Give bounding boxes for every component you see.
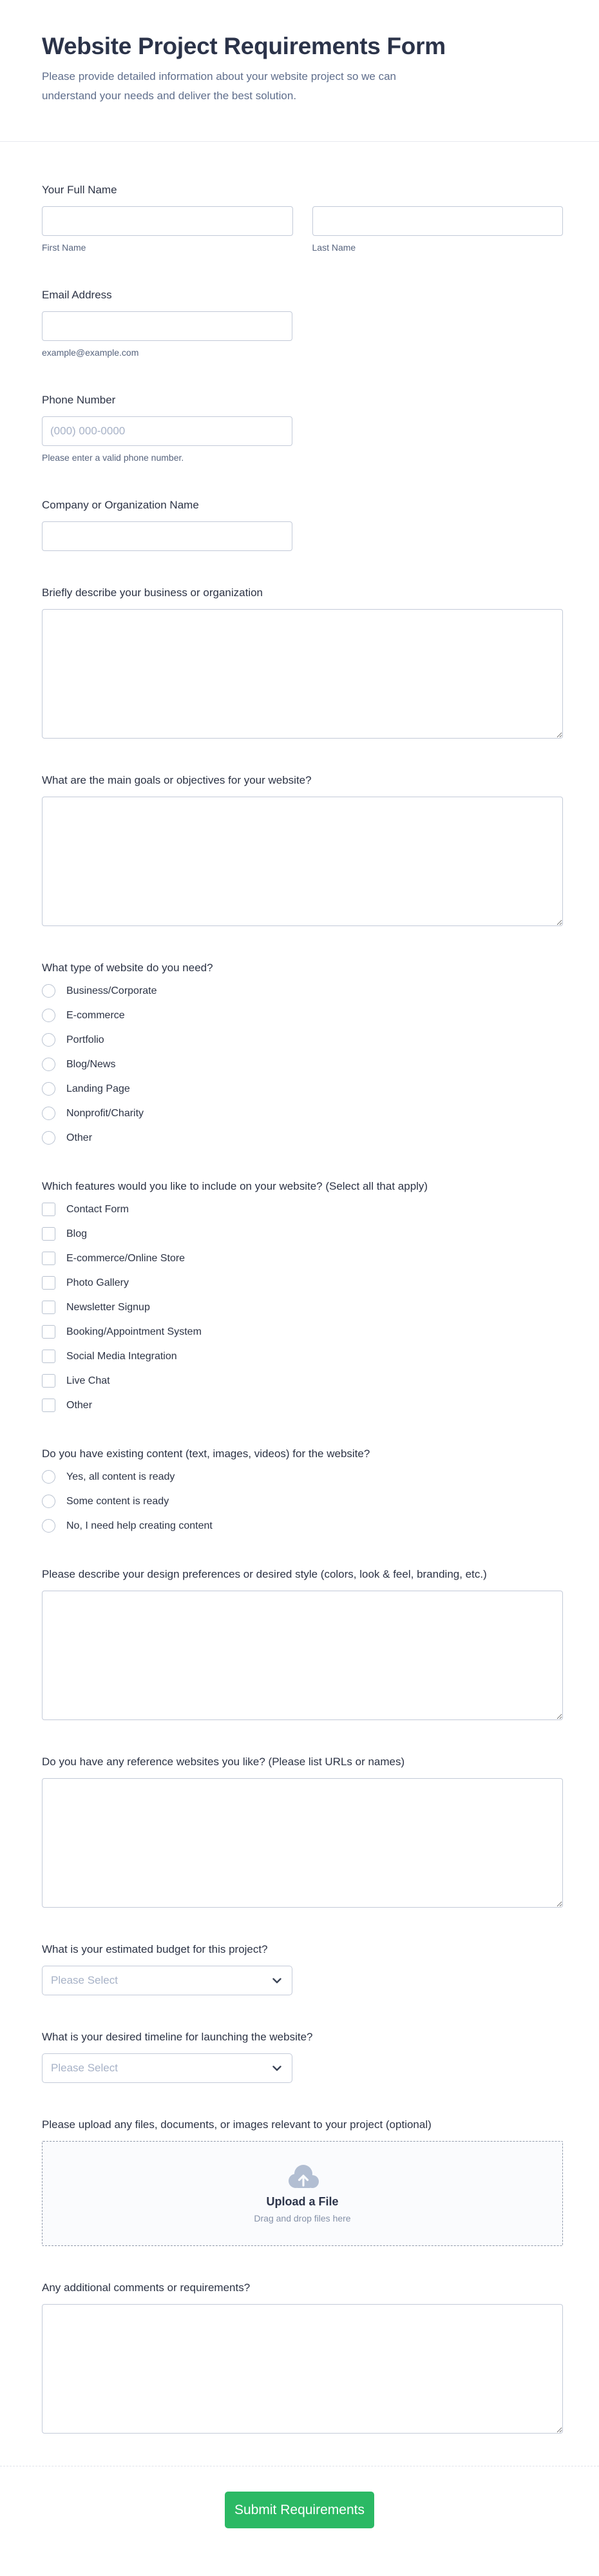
last-name-input[interactable]	[312, 206, 564, 236]
first-name-sublabel: First Name	[42, 242, 86, 253]
checkbox-option-ecommerce-store[interactable]	[42, 1252, 563, 1265]
checkbox-option-social-media[interactable]	[42, 1350, 563, 1363]
last-name-col	[312, 206, 564, 253]
checkbox-option-label: Contact Form	[66, 1204, 129, 1215]
file-upload-dropzone[interactable]	[42, 2141, 563, 2246]
checkbox-option-label: Other	[66, 1400, 93, 1411]
design-preferences-label: Please describe your design preferences or desired style (colors, look & feel, branding, etc.)	[42, 1568, 487, 1580]
checkbox-option-label: Social Media Integration	[66, 1351, 177, 1362]
chevron-down-icon	[272, 2066, 281, 2071]
email-label: Email Address	[42, 289, 112, 301]
radio-icon[interactable]	[42, 1058, 55, 1071]
question-goals	[42, 772, 563, 926]
checkbox-icon[interactable]	[42, 1350, 55, 1363]
checkbox-icon[interactable]	[42, 1325, 55, 1339]
submit-button[interactable]: Submit Requirements	[225, 2492, 374, 2528]
radio-option-label: Yes, all content is ready	[66, 1471, 175, 1482]
website-type-label: What type of website do you need?	[42, 962, 213, 974]
checkbox-option-booking-system[interactable]	[42, 1325, 563, 1339]
checkbox-icon[interactable]	[42, 1276, 55, 1290]
question-budget	[42, 1941, 563, 1995]
last-name-sublabel: Last Name	[312, 242, 356, 253]
question-email	[42, 287, 563, 358]
radio-icon[interactable]	[42, 1131, 55, 1145]
email-sublabel: example@example.com	[42, 347, 139, 358]
checkbox-icon[interactable]	[42, 1252, 55, 1265]
radio-option-landing-page[interactable]	[42, 1082, 563, 1096]
checkbox-option-label: Photo Gallery	[66, 1277, 129, 1288]
phone-label: Phone Number	[42, 394, 116, 406]
budget-select-value: Please Select	[51, 1974, 118, 1986]
existing-content-options	[42, 1470, 563, 1533]
radio-option-label: No, I need help creating content	[66, 1520, 213, 1531]
full-name-fields	[42, 206, 563, 253]
timeline-select[interactable]	[42, 2053, 292, 2083]
submit-row	[0, 2492, 599, 2528]
question-file-upload	[42, 2116, 563, 2246]
file-upload-label: Please upload any files, documents, or images relevant to your project (optional)	[42, 2118, 432, 2131]
question-existing-content	[42, 1446, 563, 1533]
checkbox-option-other-feature[interactable]	[42, 1399, 563, 1412]
radio-option-label: E-commerce	[66, 1010, 125, 1021]
form-subtitle-line2: understand your needs and deliver the best solution.	[42, 90, 297, 102]
question-phone	[42, 392, 563, 463]
form-header	[0, 0, 599, 106]
radio-option-portfolio[interactable]	[42, 1033, 563, 1047]
features-label: Which features would you like to include on your website? (Select all that apply)	[42, 1180, 428, 1192]
cloud-upload-icon	[285, 2164, 320, 2189]
company-input[interactable]	[42, 521, 292, 551]
radio-icon[interactable]	[42, 1470, 55, 1484]
website-type-options	[42, 984, 563, 1145]
budget-select[interactable]	[42, 1966, 292, 1995]
checkbox-option-contact-form[interactable]	[42, 1203, 563, 1216]
radio-option-business-corporate[interactable]	[42, 984, 563, 998]
question-timeline	[42, 2029, 563, 2083]
question-business-description	[42, 585, 563, 739]
checkbox-option-label: Booking/Appointment System	[66, 1326, 202, 1337]
page-title: Website Project Requirements Form	[42, 33, 446, 59]
radio-option-blog-news[interactable]	[42, 1058, 563, 1071]
form-body	[0, 142, 599, 2434]
checkbox-option-live-chat[interactable]	[42, 1374, 563, 1388]
goals-label: What are the main goals or objectives for your website?	[42, 774, 312, 786]
question-company	[42, 497, 563, 551]
checkbox-icon[interactable]	[42, 1301, 55, 1314]
radio-icon[interactable]	[42, 1033, 55, 1047]
form-subtitle-line1: Please provide detailed information about your website project so we can	[42, 70, 396, 82]
form-subtitle	[42, 67, 557, 106]
comments-label: Any additional comments or requirements?	[42, 2281, 251, 2294]
radio-option-label: Some content is ready	[66, 1496, 169, 1507]
radio-icon[interactable]	[42, 1495, 55, 1508]
business-description-textarea[interactable]	[42, 609, 563, 739]
chevron-down-icon	[272, 1978, 281, 1984]
question-full-name	[42, 182, 563, 253]
phone-input[interactable]	[42, 416, 292, 446]
radio-icon[interactable]	[42, 984, 55, 998]
radio-option-label: Portfolio	[66, 1034, 104, 1045]
checkbox-option-label: Newsletter Signup	[66, 1302, 150, 1313]
question-design-preferences	[42, 1566, 563, 1720]
timeline-label: What is your desired timeline for launching the website?	[42, 2031, 313, 2043]
budget-label: What is your estimated budget for this project?	[42, 1943, 268, 1955]
checkbox-icon[interactable]	[42, 1203, 55, 1216]
checkbox-icon[interactable]	[42, 1399, 55, 1412]
radio-option-e-commerce[interactable]	[42, 1009, 563, 1022]
company-label: Company or Organization Name	[42, 499, 199, 511]
checkbox-option-label: Live Chat	[66, 1375, 110, 1386]
first-name-col	[42, 206, 293, 253]
radio-option-nonprofit-charity[interactable]	[42, 1107, 563, 1120]
radio-option-label: Nonprofit/Charity	[66, 1108, 144, 1119]
question-reference-websites	[42, 1754, 563, 1908]
checkbox-icon[interactable]	[42, 1227, 55, 1241]
radio-option-other-type[interactable]	[42, 1131, 563, 1145]
design-preferences-textarea[interactable]	[42, 1591, 563, 1720]
checkbox-option-blog[interactable]	[42, 1227, 563, 1241]
radio-option-need-help-content[interactable]	[42, 1519, 563, 1533]
radio-icon[interactable]	[42, 1107, 55, 1120]
radio-option-some-content[interactable]	[42, 1495, 563, 1508]
checkbox-icon[interactable]	[42, 1374, 55, 1388]
radio-icon[interactable]	[42, 1009, 55, 1022]
radio-option-label: Blog/News	[66, 1059, 116, 1070]
radio-option-label: Landing Page	[66, 1083, 130, 1094]
business-description-label: Briefly describe your business or organization	[42, 586, 263, 599]
timeline-select-value: Please Select	[51, 2062, 118, 2074]
radio-option-content-ready[interactable]	[42, 1470, 563, 1484]
reference-websites-label: Do you have any reference websites you like? (Please list URLs or names)	[42, 1756, 405, 1768]
checkbox-option-newsletter-signup[interactable]	[42, 1301, 563, 1314]
goals-textarea[interactable]	[42, 797, 563, 926]
radio-icon[interactable]	[42, 1082, 55, 1096]
radio-icon[interactable]	[42, 1519, 55, 1533]
radio-option-label: Other	[66, 1132, 93, 1143]
question-comments	[42, 2280, 563, 2434]
question-website-type	[42, 960, 563, 1145]
checkbox-option-photo-gallery[interactable]	[42, 1276, 563, 1290]
reference-websites-textarea[interactable]	[42, 1778, 563, 1908]
question-features	[42, 1178, 563, 1412]
radio-option-label: Business/Corporate	[66, 985, 157, 996]
comments-textarea[interactable]	[42, 2304, 563, 2434]
existing-content-label: Do you have existing content (text, images, videos) for the website?	[42, 1448, 370, 1460]
checkbox-option-label: Blog	[66, 1228, 88, 1239]
email-input[interactable]	[42, 311, 292, 341]
upload-button-text[interactable]: Upload a File	[266, 2195, 339, 2208]
checkbox-option-label: E-commerce/Online Store	[66, 1253, 185, 1264]
first-name-input[interactable]	[42, 206, 293, 236]
upload-hint-text: Drag and drop files here	[254, 2213, 351, 2223]
full-name-label: Your Full Name	[42, 184, 117, 196]
features-options	[42, 1203, 563, 1412]
phone-sublabel: Please enter a valid phone number.	[42, 452, 184, 463]
